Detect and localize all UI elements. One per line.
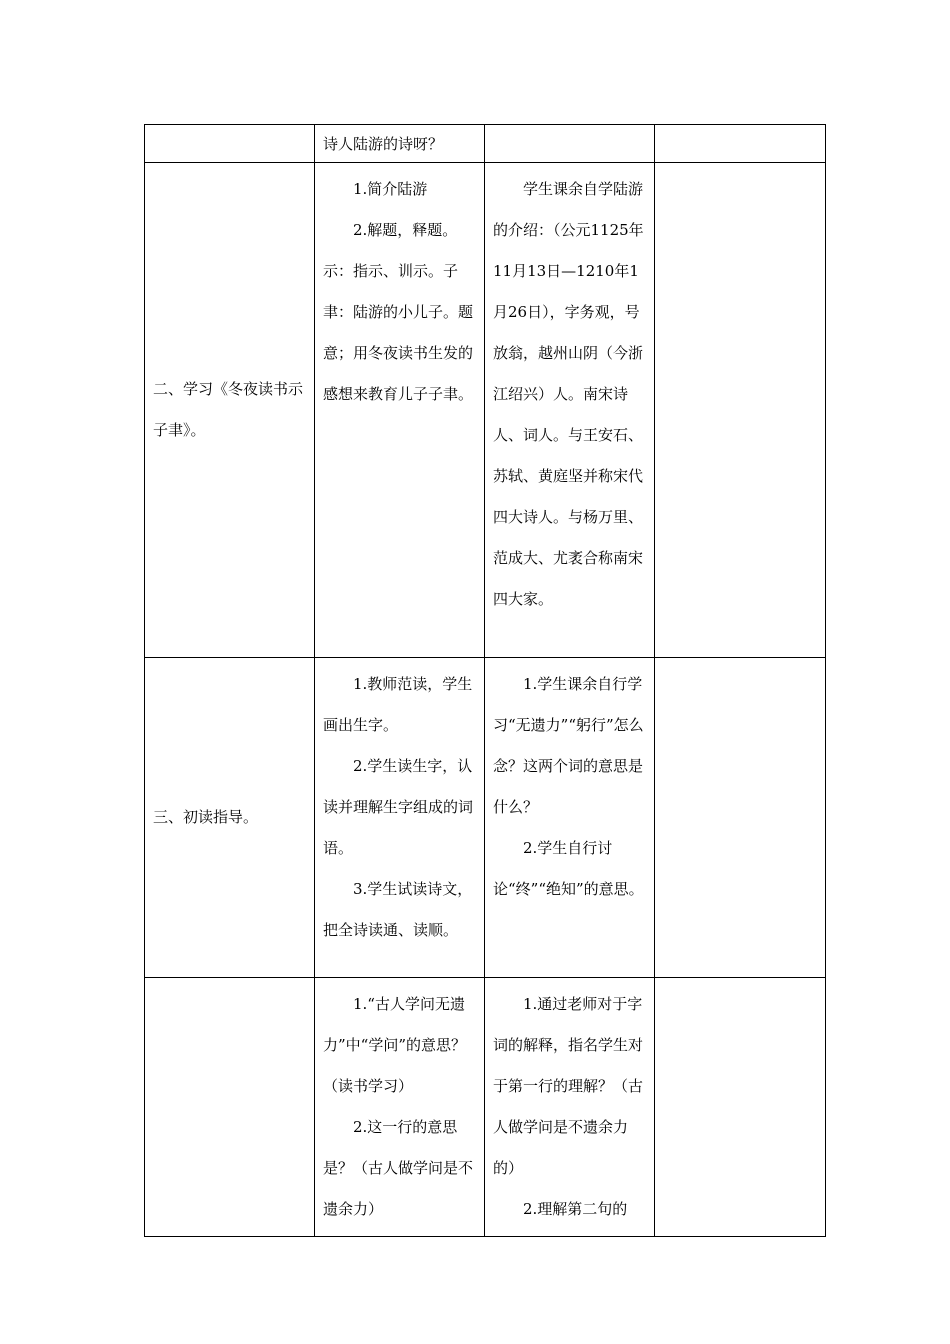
teacher-paragraph: 诗人陆游的诗呀？ [323,135,444,153]
student-activity-cell [485,163,655,658]
teacher-paragraph: 2.学生读生字，认读并理解生字组成的词语。 [323,757,474,857]
student-activity-cell [485,658,655,978]
teacher-activity-cell [315,163,485,658]
student-paragraph: 学生课余自学陆游的介绍：（公元1125年11月13日—1210年1月26日），字务观，号放翁，越州山阴（今浙江绍兴）人。南宋诗人、词人。与王安石、苏轼、黄庭坚并称宋代四大诗人。与杨万里、范成大、尤袤合称南宋四大家。 [493,180,644,608]
teacher-activity-cell [315,125,485,163]
teacher-activity-cell [315,658,485,978]
notes-cell [655,658,826,978]
student-paragraph: 2.理解第二句的 [523,1200,628,1218]
student-paragraph: 2.学生自行讨论“终”“绝知”的意思。 [493,839,644,898]
stage-cell: 二、学习《冬夜读书示子聿》。 [145,163,315,658]
teacher-paragraph: 3.学生试读诗文，把全诗读通、读顺。 [323,880,473,939]
table-row [145,658,826,978]
teacher-paragraph: 1.教师范读，学生画出生字。 [323,675,473,734]
student-paragraph: 1.通过老师对于字词的解释，指名学生对于第一行的理解？（古人做学问是不遗余力的） [493,995,644,1177]
lesson-plan-table [144,124,826,1237]
stage-cell: 三、初读指导。 [145,658,315,978]
teacher-paragraph: 1.“古人学问无遗力”中“学问”的意思？（读书学习） [323,995,467,1095]
student-activity-cell [485,978,655,1237]
table-row [145,978,826,1237]
stage-cell [145,125,315,163]
stage-cell [145,978,315,1237]
student-paragraph: 1.学生课余自行学习“无遗力”“躬行”怎么念？这两个词的意思是什么？ [493,675,644,816]
table-row [145,163,826,658]
notes-cell [655,978,826,1237]
student-activity-cell [485,125,655,163]
teacher-paragraph: 1.简介陆游 [353,180,428,198]
notes-cell [655,163,826,658]
teacher-activity-cell [315,978,485,1237]
teacher-paragraph: 2.这一行的意思是？（古人做学问是不遗余力） [323,1118,474,1218]
teacher-paragraph: 2.解题，释题。示：指示、训示。子聿：陆游的小儿子。题意；用冬夜读书生发的感想来教育儿子子聿。 [323,221,474,403]
notes-cell [655,125,826,163]
table-row [145,125,826,163]
